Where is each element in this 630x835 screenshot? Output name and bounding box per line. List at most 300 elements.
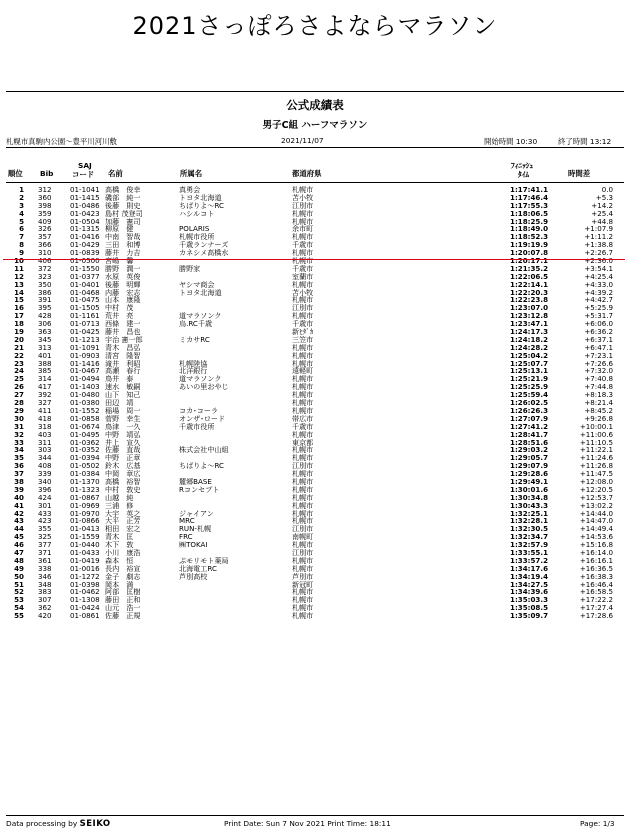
cell-bib: 388 [38,358,52,368]
cell-pref: 札幌市 [292,429,314,439]
cell-pref: 江別市 [292,303,314,313]
cell-time: 1:25:04.2 [510,350,548,360]
cell-pref: 札幌市 [292,516,314,526]
cell-bib: 361 [38,555,52,565]
cell-pref: 札幌市 [292,405,314,415]
cell-diff: +16:36.5 [579,563,613,573]
cell-club: POLARIS [179,224,210,234]
cell-pref: 千歳市 [292,319,314,329]
cell-diff: +4:25.4 [584,271,613,281]
cell-diff: +7:32.0 [584,366,613,376]
cell-diff: +5:25.9 [584,303,613,313]
cell-name: 後藤 則史 [105,200,141,210]
cell-rank: 29 [14,405,24,415]
cell-rank: 44 [14,524,24,534]
cell-time: 1:18:49.0 [510,224,548,234]
cell-bib: 423 [38,516,52,526]
cell-pref: 札幌市 [292,350,314,360]
cell-name: 内藤 宏志 [105,287,141,297]
cell-code: 01-0839 [70,248,100,258]
cell-bib: 346 [38,571,52,581]
header-rule-bottom [6,147,624,148]
column-header-code-top: SAJ [78,161,92,170]
cell-bib: 344 [38,453,52,463]
cell-time: 1:32:30.5 [510,524,548,534]
cell-pref: 札幌市 [292,358,314,368]
cell-code: 01-0394 [70,453,100,463]
cell-code: 01-1091 [70,342,100,352]
cell-bib: 325 [38,532,52,542]
cell-club: トヨタ北海道 [179,192,222,202]
cell-time: 1:19:19.9 [510,240,548,250]
cell-diff: +16:46.4 [579,579,613,589]
cell-code: 01-0494 [70,374,100,384]
cell-rank: 55 [14,611,24,621]
cell-code: 01-1559 [70,532,100,542]
cell-name: 三田 和博 [105,240,141,250]
cell-rank: 8 [19,240,24,250]
cell-time: 1:22:06.5 [510,271,548,281]
cell-diff: +16:16.1 [579,555,613,565]
page-title: 2021さっぽろさよならマラソン [132,12,498,40]
cell-code: 01-0969 [70,500,100,510]
cell-pref: 札幌市 [292,216,314,226]
cell-diff: +8:18.3 [584,390,613,400]
cell-code: 01-0495 [70,429,100,439]
cell-diff: +8:45.2 [584,405,613,415]
cell-time: 1:30:34.8 [510,492,548,502]
cell-rank: 39 [14,484,24,494]
cell-time: 1:26:02.5 [510,398,548,408]
cell-name: 金子 劇志 [105,571,141,581]
event-name: 男子C組 ハーフマラソン [262,120,368,131]
cell-code: 01-1323 [70,484,100,494]
cell-club: 烏.RC千歳 [179,319,213,329]
cell-bib: 310 [38,248,52,258]
cell-code: 01-0713 [70,319,100,329]
cell-bib: 403 [38,429,52,439]
column-header-rule [6,182,624,183]
cell-name: 菅野 幸生 [105,413,141,423]
cell-time: 1:29:28.6 [510,469,548,479]
cell-name: 宮嶋 馨 [105,256,134,266]
cell-name: 岡本 満 [105,579,134,589]
cell-pref: 芦別市 [292,571,314,581]
cell-name: 島村 茂登司 [105,208,143,218]
cell-diff: +17:28.6 [579,611,613,621]
cell-time: 1:34:27.5 [510,579,548,589]
cell-name: 佐藤 正規 [105,611,141,621]
cell-diff: +1:38.8 [584,240,613,250]
cell-pref: 千歳市 [292,421,314,431]
cell-bib: 366 [38,240,52,250]
cell-bib: 420 [38,611,52,621]
cell-pref: 札幌市 [292,390,314,400]
cell-code: 01-1041 [70,185,100,194]
cell-time: 1:23:12.8 [510,311,548,321]
cell-bib: 318 [38,421,52,431]
cell-diff: +2:26.7 [584,248,613,258]
cell-pref: 札幌市 [292,476,314,486]
cell-time: 1:17:46.4 [510,192,548,202]
cell-club: RUN-札幌 [179,524,212,534]
cell-club: ミカサRC [179,334,210,344]
cell-diff: +8:21.4 [584,398,613,408]
column-header-rank: 順位 [8,169,23,178]
header-rule-top [6,91,624,92]
cell-diff: +1:07.9 [584,224,613,234]
cell-name: 清宮 隆智 [105,350,141,360]
cell-code: 01-0903 [70,350,100,360]
cell-rank: 6 [19,224,24,234]
cell-code: 01-1416 [70,358,100,368]
cell-bib: 428 [38,311,52,321]
cell-time: 1:33:55.1 [510,547,548,557]
cell-time: 1:24:28.2 [510,342,548,352]
footer-print-info: Print Date: Sun 7 Nov 2021 Print Time: 18:11 [224,819,391,828]
cell-diff: +14:47.0 [579,516,613,526]
cell-bib: 398 [38,200,52,210]
cell-rank: 43 [14,516,24,526]
cell-code: 01-0858 [70,413,100,423]
cell-bib: 377 [38,540,52,550]
cell-code: 01-0486 [70,200,100,210]
cell-diff: +7:40.8 [584,374,613,384]
cell-club: 真勇会 [179,185,201,194]
cell-time: 1:27:07.9 [510,413,548,423]
cell-club: 千歳市役所 [179,421,215,431]
cell-bib: 360 [38,192,52,202]
cell-club: オンザ･ロード [179,413,226,423]
cell-diff: +11:26.8 [579,461,613,471]
cell-name: 長内 裕宣 [105,563,141,573]
cell-rank: 12 [14,271,24,281]
column-header-diff: 時間差 [568,169,591,178]
cell-name: 井上 宣久 [105,437,141,447]
cell-name: 藤田 正和 [105,595,141,605]
cell-diff: 0.0 [601,185,613,194]
cell-code: 01-0352 [70,445,100,455]
cell-diff: +5:31.7 [584,311,613,321]
cell-pref: 札幌市 [292,374,314,384]
cell-time: 1:18:52.3 [510,232,548,242]
cell-rank: 54 [14,603,24,613]
cell-time: 1:32:25.1 [510,508,548,518]
cell-name: 三浦 修 [105,500,134,510]
cell-rank: 9 [19,248,24,258]
cell-diff: +25.4 [591,208,613,218]
cell-rank: 45 [14,532,24,542]
cell-time: 1:25:21.9 [510,374,548,384]
column-header-club: 所属名 [180,169,203,178]
footer-processing [6,819,111,829]
cell-rank: 22 [14,350,24,360]
cell-diff: +6:37.1 [584,334,613,344]
cell-code: 01-0377 [70,271,100,281]
cell-pref: 札幌市 [292,295,314,305]
cell-code: 01-0398 [70,579,100,589]
cell-time: 1:34:19.4 [510,571,548,581]
cell-diff: +6:06.0 [584,319,613,329]
cell-rank: 25 [14,374,24,384]
cell-rank: 52 [14,587,24,597]
cell-pref: 帯広市 [292,413,314,423]
cell-name: 田辺 靖 [105,398,134,408]
column-header-name: 名前 [108,169,123,178]
cell-name: 稲場 周一 [105,405,141,415]
cell-club: ハシルコト [179,208,215,218]
cell-name: 宇治 憲一郎 [105,334,143,344]
cell-pref: 余市町 [292,224,314,234]
cell-diff: +16:14.0 [579,547,613,557]
cell-bib: 417 [38,382,52,392]
cell-bib: 348 [38,579,52,589]
cell-name: 鈴木 広基 [105,461,141,471]
cell-bib: 306 [38,319,52,329]
cell-club: 北海電工RC [179,563,217,573]
cell-club: ちばりよ～RC [179,461,224,471]
cell-name: 山本 康隆 [105,295,141,305]
cell-rank: 23 [14,358,24,368]
cell-diff: +44.8 [591,216,613,226]
cell-pref: 札幌市 [292,256,314,266]
cell-bib: 408 [38,461,52,471]
cell-time: 1:32:34.7 [510,532,548,542]
cell-time: 1:17:41.1 [510,185,548,194]
cell-pref: 江別市 [292,547,314,557]
cell-code: 01-0424 [70,603,100,613]
cell-name: 小川 康浩 [105,547,141,557]
cell-club: あいの里おやじ [179,382,229,392]
cell-rank: 32 [14,429,24,439]
cell-code: 01-0867 [70,492,100,502]
cell-code: 01-0425 [70,327,100,337]
cell-bib: 326 [38,224,52,234]
cell-rank: 37 [14,469,24,479]
cell-time: 1:24:18.2 [510,334,548,344]
cell-code: 01-1213 [70,334,100,344]
cell-time: 1:28:41.7 [510,429,548,439]
cell-code: 01-0861 [70,611,100,621]
cell-time: 1:34:39.6 [510,587,548,597]
course-text: 札幌市真駒内公園～豊平川河川敷 [6,137,117,146]
cell-name: 藤井 昌也 [105,327,141,337]
cell-name: 水原 英俊 [105,271,141,281]
cell-club: コカ･コーラ [179,405,219,415]
cell-bib: 339 [38,469,52,479]
cell-code: 01-1315 [70,224,100,234]
cell-club: Rコンセプト [179,484,220,494]
cell-name: 青木 昌弘 [105,342,141,352]
cell-pref: 三笠市 [292,334,314,344]
cell-rank: 13 [14,279,24,289]
cell-bib: 433 [38,508,52,518]
cell-name: 中野 靖弘 [105,429,141,439]
cell-club: カネシメ高橋水 [179,248,229,258]
cell-name: 大宇 英之 [105,508,141,518]
cell-rank: 49 [14,563,24,573]
cell-diff: +16:38.3 [579,571,613,581]
cell-code: 01-0380 [70,398,100,408]
cell-bib: 314 [38,374,52,384]
cell-time: 1:25:25.9 [510,382,548,392]
cell-rank: 27 [14,390,24,400]
cell-code: 01-0423 [70,208,100,218]
cell-pref: 千歳市 [292,240,314,250]
cell-rank: 24 [14,366,24,376]
cell-name: 柳原 健 [105,224,134,234]
cell-time: 1:25:13.1 [510,366,548,376]
cell-rank: 14 [14,287,24,297]
cell-name: 相田 宏之 [105,524,141,534]
cell-bib: 395 [38,303,52,313]
cell-code: 01-1161 [70,311,100,321]
cell-diff: +11:24.6 [579,453,613,463]
cell-time: 1:30:01.6 [510,484,548,494]
cell-pref: 札幌市 [292,611,314,621]
cell-diff: +7:23.1 [584,350,613,360]
highlight-line [3,259,625,260]
cell-code: 01-0467 [70,366,100,376]
cell-pref: 苫小牧 [292,192,314,202]
cell-name: 加藤 憲司 [105,216,141,226]
cell-pref: 札幌市 [292,382,314,392]
cell-code: 01-0433 [70,547,100,557]
cell-rank: 17 [14,311,24,321]
cell-club: 道マラソンク [179,374,222,384]
cell-code: 01-0475 [70,295,100,305]
cell-diff: +15:16.8 [579,540,613,550]
cell-diff: +6:47.1 [584,342,613,352]
cell-rank: 50 [14,571,24,581]
results-table [0,186,630,620]
cell-bib: 363 [38,327,52,337]
seiko-logo: SEIKO [79,819,111,829]
cell-pref: 札幌市 [292,311,314,321]
cell-club: 道マラソンク [179,311,222,321]
cell-time: 1:28:51.6 [510,437,548,447]
table-row [0,612,630,620]
cell-club: 北洋銀行 [179,366,208,376]
column-header-finish-top: ﾌｨﾆｯｼｭ [511,161,534,170]
cell-pref: 札幌市 [292,484,314,494]
cell-time: 1:35:08.5 [510,603,548,613]
cell-bib: 391 [38,295,52,305]
cell-rank: 11 [14,263,24,273]
cell-club: 札幌陸協 [179,358,208,368]
cell-rank: 53 [14,595,24,605]
column-header-finish-bottom: ﾀｲﾑ [518,170,530,179]
cell-club: トヨタ北海道 [179,287,222,297]
cell-bib: 323 [38,271,52,281]
cell-club: ジャイアン [179,508,214,518]
cell-rank: 33 [14,437,24,447]
cell-time: 1:20:07.8 [510,248,548,258]
cell-bib: 311 [38,437,52,447]
cell-rank: 18 [14,319,24,329]
cell-time: 1:18:25.9 [510,216,548,226]
cell-rank: 34 [14,445,24,455]
cell-time: 1:29:05.7 [510,453,548,463]
cell-rank: 38 [14,476,24,486]
cell-time: 1:22:20.3 [510,287,548,297]
cell-pref: 札幌市 [292,208,314,218]
cell-diff: +16:58.5 [579,587,613,597]
cell-bib: 359 [38,208,52,218]
cell-bib: 401 [38,350,52,360]
cell-name: 磯部 純一 [105,192,141,202]
cell-time: 1:20:17.1 [510,256,548,266]
cell-time: 1:32:28.1 [510,516,548,526]
cell-rank: 46 [14,540,24,550]
cell-pref: 千歳市 [292,263,314,273]
cell-rank: 1 [19,185,24,194]
cell-pref: 札幌市 [292,587,314,597]
cell-diff: +11:47.5 [579,469,613,479]
cell-club: MRC [179,516,195,526]
cell-pref: 札幌市 [292,500,314,510]
cell-code: 01-0413 [70,524,100,534]
cell-time: 1:30:43.3 [510,500,548,510]
cell-code: 01-0480 [70,390,100,400]
cell-bib: 411 [38,405,52,415]
cell-club: 芦別高校 [179,571,208,581]
cell-name: 藤井 力吉 [105,248,141,258]
cell-rank: 10 [14,256,24,266]
cell-pref: 札幌市 [292,595,314,605]
cell-diff: +6:36.2 [584,327,613,337]
cell-bib: 313 [38,342,52,352]
cell-code: 01-0016 [70,563,100,573]
cell-diff: +2:36.0 [584,256,613,266]
cell-bib: 355 [38,524,52,534]
cell-name: 勝野 潤一 [105,263,141,273]
cell-bib: 350 [38,279,52,289]
cell-name: 山越 純 [105,492,134,502]
cell-pref: 札幌市 [292,563,314,573]
cell-time: 1:26:26.3 [510,405,548,415]
cell-rank: 4 [19,208,24,218]
cell-name: 中野 正章 [105,453,141,463]
cell-name: 山元 浩一 [105,603,141,613]
cell-pref: 札幌市 [292,555,314,565]
cell-rank: 36 [14,461,24,471]
cell-rank: 51 [14,579,24,589]
cell-diff: +7:26.6 [584,358,613,368]
cell-name: 中村 茂 [105,303,134,313]
cell-rank: 16 [14,303,24,313]
cell-code: 01-0500 [70,256,100,266]
official-results-title: 公式成績表 [286,98,344,112]
cell-name: 荒井 亮 [105,311,134,321]
cell-time: 1:29:49.1 [510,476,548,486]
cell-diff: +17:22.2 [579,595,613,605]
cell-bib: 406 [38,256,52,266]
cell-rank: 42 [14,508,24,518]
cell-rank: 41 [14,500,24,510]
cell-code: 01-1550 [70,263,100,273]
cell-club: ㈱TOKAI [179,540,208,550]
cell-pref: 札幌市 [292,540,314,550]
cell-code: 01-1272 [70,571,100,581]
footer-processing-text: Data processing by [6,819,78,828]
cell-pref: 札幌市 [292,445,314,455]
cell-time: 1:33:57.2 [510,555,548,565]
cell-rank: 2 [19,192,24,202]
cell-name: 滝井 利昭 [105,358,141,368]
cell-pref: 札幌市 [292,508,314,518]
cell-diff: +4:33.0 [584,279,613,289]
